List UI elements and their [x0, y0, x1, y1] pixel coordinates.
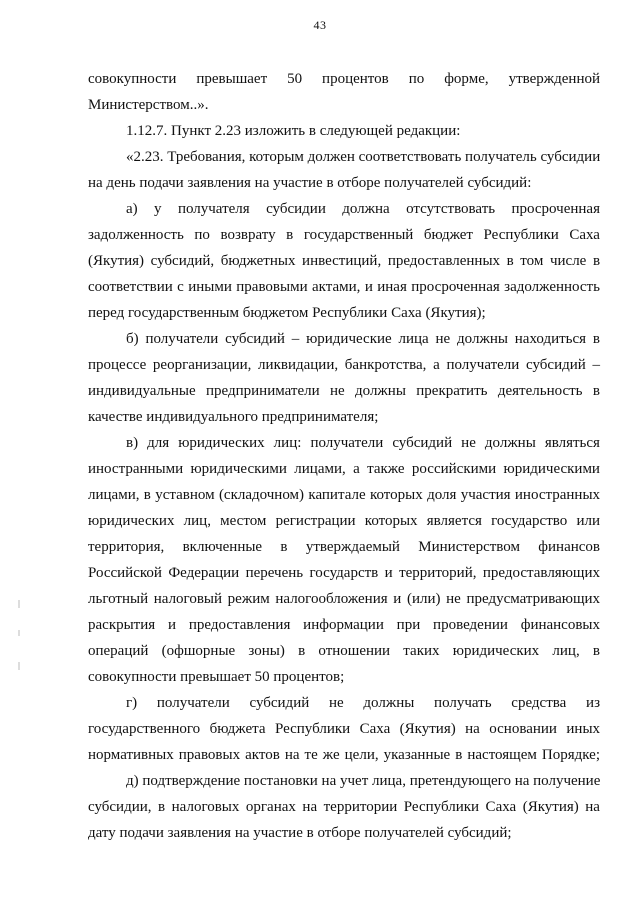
text-line-3: 1.12.7. Пункт 2.23 изложить в следующей редакции:	[126, 123, 461, 139]
text-line-17: лицами, в уставном (складочном) капитале которых доля участия иностранных	[88, 487, 601, 503]
text-line-26: государственного бюджета Республики Саха (Якутия) на основании иных	[88, 721, 601, 737]
text-line-5: на день подачи заявления на участие в отборе получателей субсидий:	[88, 175, 532, 191]
text-line-9: соответствии с иными правовыми актами, и иная просроченная задолженность	[88, 279, 600, 295]
text-line-2: Министерством..».	[88, 97, 209, 113]
text-line-8: (Якутия) субсидий, бюджетных инвестиций, предоставленных в том числе в	[88, 253, 601, 269]
text-line-15: в) для юридических лиц: получатели субсидий не должны являться	[126, 435, 600, 451]
text-line-1: совокупности превышает 50 процентов по форме, утвержденной	[88, 71, 601, 87]
page-number: 43	[313, 18, 327, 32]
document-body	[88, 66, 600, 846]
text-line-24: совокупности превышает 50 процентов;	[88, 669, 345, 685]
text-line-30: дату подачи заявления на участие в отборе получателей субсидий;	[88, 825, 512, 841]
text-line-18: юридических лиц, местом регистрации которых является государство или	[88, 513, 600, 529]
text-line-28: д) подтверждение постановки на учет лица, претендующего на получение	[126, 773, 601, 789]
text-line-6: а) у получателя субсидии должна отсутствовать просроченная	[126, 201, 600, 217]
text-line-22: раскрытия и предоставления информации при проведении финансовых	[88, 617, 601, 633]
text-line-4: «2.23. Требования, которым должен соответствовать получатель субсидии	[126, 149, 601, 165]
text-line-16: иностранными юридическими лицами, а также российскими юридическими	[88, 461, 600, 477]
text-line-7: задолженность по возврату в государственный бюджет Республики Саха	[88, 227, 600, 243]
text-line-20: Российской Федерации перечень государств и территорий, предоставляющих	[88, 565, 600, 581]
text-line-29: субсидии, в налоговых органах на территории Республики Саха (Якутия) на	[88, 799, 600, 815]
text-line-27: нормативных правовых актов на те же цели, указанные в настоящем Порядке;	[88, 747, 601, 763]
text-line-19: территория, включенные в утверждаемый Министерством финансов	[88, 539, 600, 555]
text-line-13: индивидуальные предприниматели не должны прекратить деятельность в	[88, 383, 600, 399]
text-line-11: б) получатели субсидий – юридические лица не должны находиться в	[126, 331, 600, 347]
text-line-14: качестве индивидуального предпринимателя;	[88, 409, 379, 425]
margin-scan-marks	[18, 600, 20, 680]
text-line-12: процессе реорганизации, ликвидации, банкротства, а получатели субсидий –	[88, 357, 600, 373]
text-line-23: операций (офшорные зоны) в отношении таких юридических лиц, в	[88, 643, 601, 659]
text-line-10: перед государственным бюджетом Республики Саха (Якутия);	[88, 305, 486, 321]
text-line-21: льготный налоговый режим налогообложения и (или) не предусматривающих	[88, 591, 601, 607]
text-line-25: г) получатели субсидий не должны получать средства из	[126, 695, 601, 711]
